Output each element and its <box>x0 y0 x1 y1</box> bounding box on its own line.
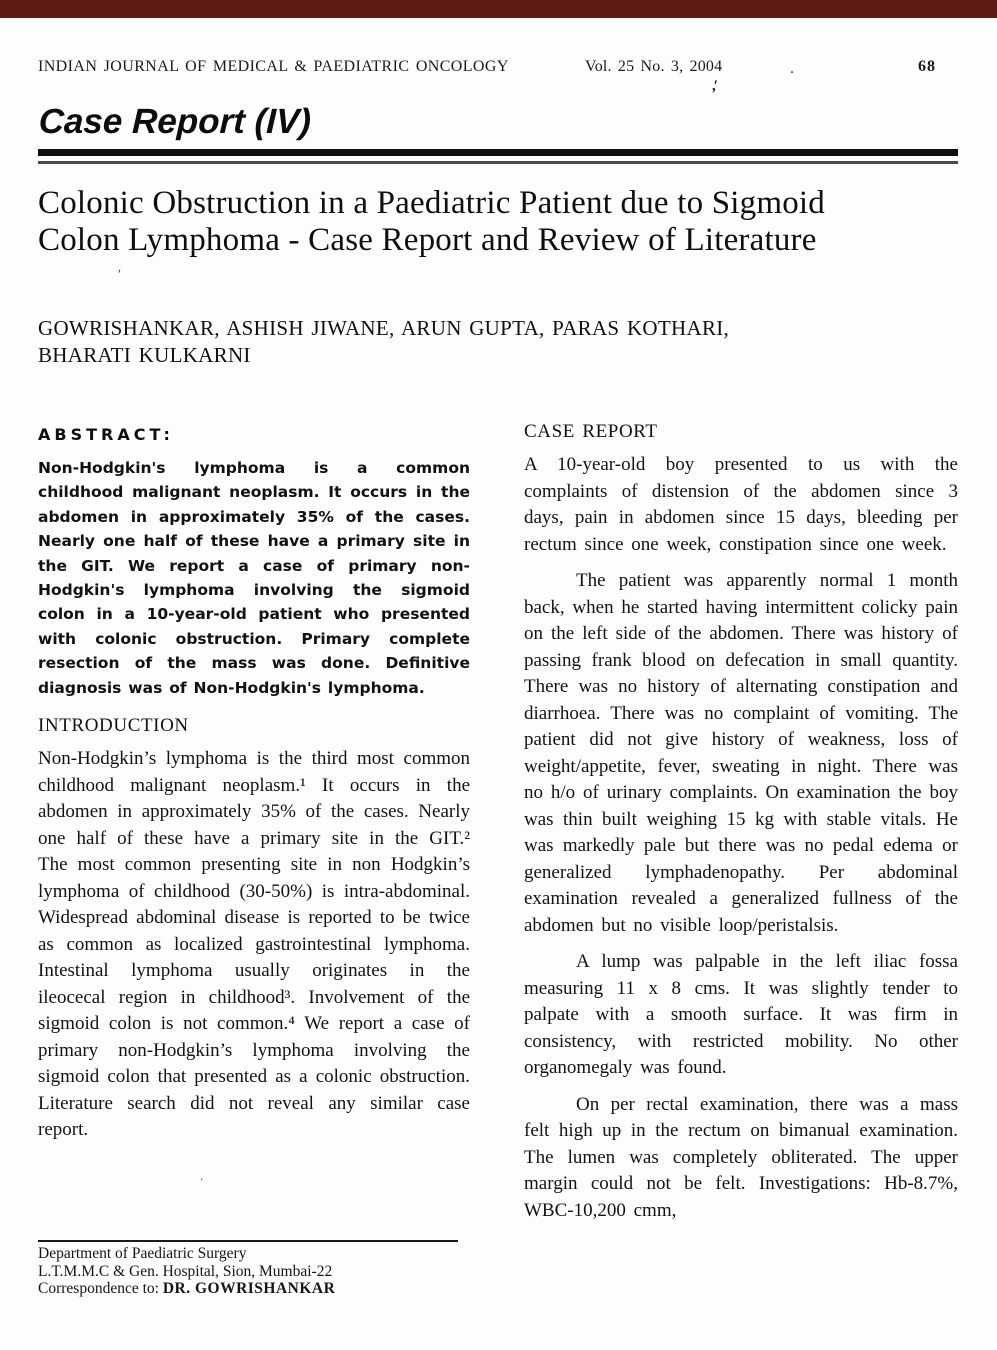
case-report-paragraph: A lump was palpable in the left iliac fossa measuring 11 x 8 cms. It was slightly tender to palpate with a smooth surface. It was firm in consistency, with restricted mobility. No other organomegaly was found. <box>524 951 958 1078</box>
abstract-body: Non-Hodgkin's lymphoma is a common childhood malignant neoplasm. It occurs in the abdomen in approximately 35% of the cases. Nearly one half of these have a primary site in the GIT. We report a case of primary non-Hodgkin's lymphoma involving the sigmoid colon in a 10-year-old patient who presented with colonic obstruction. Primary complete resection of the mass was done. Definitive diagnosis was of Non-Hodgkin's lymphoma. <box>38 459 470 697</box>
scan-stray-mark: ,ʹ <box>712 78 716 94</box>
abstract-heading: ABSTRACT: <box>38 425 174 444</box>
introduction-body: Non-Hodgkin’s lymphoma is the third most common childhood malignant neoplasm.¹ It occurs in the abdomen in approximately 35% of the cases. Nearly one half of these have a primary site in the GIT.² The most common presenting site in non Hodgkin’s lymphoma of childhood (30-50%) is intra-abdominal. Widespread abdominal disease is reported to be twice as common as localized gastrointestinal lymphoma. Intestinal lymphoma usually originates in the ileocecal region in childhood³. Involvement of the sigmoid colon is not common.⁴ We report a case of primary non-Hodgkin’s lymphoma involving the sigmoid colon that presented as a colonic obstruction. Literature search did not reveal any similar case report. <box>38 748 470 1141</box>
article-title <box>38 185 958 259</box>
correspondence-label: Correspondence to: <box>38 1280 163 1297</box>
case-report-paragraph: The patient was apparently normal 1 month back, when he started having intermittent colicky pain on the left side of the abdomen. There was history of passing frank blood on defecation in small quantity. There was no history of alternating constipation and diarrhoea. There was no complaint of vomiting. The patient did not give history of weakness, loss of weight/appetite, fever, sweating in night. There was no h/o of urinary complaints. On examination the boy was thin built weighing 15 kg with stable vitals. He was markedly pale but there was no pedal edema or generalized lymphadenopathy. Per abdominal examination revealed a generalized fullness of the abdomen but no visible loop/peristalsis. <box>524 570 958 936</box>
case-report-heading: CASE REPORT <box>524 421 658 442</box>
issue-info: Vol. 25 No. 3, 2004 <box>585 58 723 75</box>
correspondence-name: DR. GOWRISHANKAR <box>162 1280 336 1297</box>
top-color-bar <box>0 0 997 18</box>
header-stray-dot: . <box>790 60 795 77</box>
scan-stray-mark: ʹ <box>118 268 122 283</box>
author-list-line2: BHARATI KULKARNI <box>38 343 251 367</box>
correspondence-footnote <box>38 1240 458 1298</box>
running-header <box>38 58 958 78</box>
case-report-paragraph: A 10-year-old boy presented to us with the complaints of distension of the abdomen since 3 days, pain in abdomen since 15 days, bleeding per rectum since one week, constipation since one week. <box>524 454 958 555</box>
two-column-body <box>38 421 958 1224</box>
introduction-heading: INTRODUCTION <box>38 715 189 737</box>
divider-rule-thick <box>38 149 958 156</box>
left-column <box>38 421 470 1144</box>
page-content <box>38 18 958 1224</box>
author-list <box>38 315 958 369</box>
footnote-correspondence <box>38 1280 458 1298</box>
article-title-line2: Colon Lymphoma - Case Report and Review of Literature <box>38 222 817 258</box>
footnote-hospital: L.T.M.M.C & Gen. Hospital, Sion, Mumbai-22 <box>38 1262 333 1280</box>
divider-rule-thin <box>38 161 958 164</box>
scan-stray-dot: . <box>200 1168 204 1183</box>
case-report-paragraph: On per rectal examination, there was a mass felt high up in the rectum on bimanual examination. The lumen was completely obliterated. The upper margin could not be felt. Investigations: Hb-8.7%, WBC-10,200 cmm, <box>524 1093 958 1221</box>
page-number: 68 <box>918 58 936 75</box>
author-list-line1: GOWRISHANKAR, ASHISH JIWANE, ARUN GUPTA, PARAS KOTHARI, <box>38 316 730 340</box>
journal-title: INDIAN JOURNAL OF MEDICAL & PAEDIATRIC ONCOLOGY <box>38 58 509 75</box>
right-column <box>524 421 958 1224</box>
section-label: Case Report (IV) <box>38 102 312 141</box>
footnote-department: Department of Paediatric Surgery <box>38 1245 247 1262</box>
article-title-line1: Colonic Obstruction in a Paediatric Patient due to Sigmoid <box>38 185 825 221</box>
